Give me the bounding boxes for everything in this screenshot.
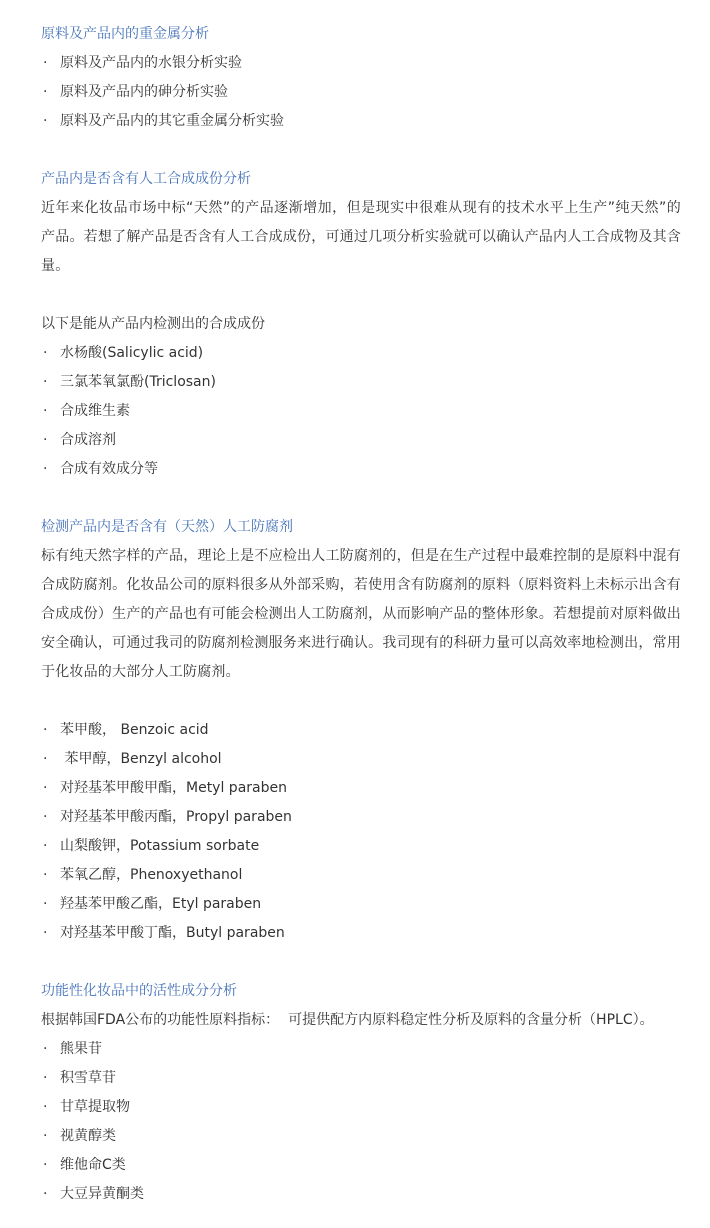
list-item: · 合成维生素 <box>41 397 681 426</box>
bullet-icon: · <box>43 1157 48 1173</box>
list-item: · 维他命C类 <box>41 1151 681 1180</box>
list-item: · 三氯苯氧氯酚(Triclosan) <box>41 368 681 397</box>
spacer <box>41 687 681 716</box>
list-item: · 原料及产品内的其它重金属分析实验 <box>41 107 681 136</box>
list-item: · 对羟基苯甲酸丁酯，Butyl paraben <box>41 919 681 948</box>
bullet-icon: · <box>43 1041 48 1057</box>
list-item: · 大豆异黄酮类 <box>41 1180 681 1209</box>
bullet-icon: · <box>43 1128 48 1144</box>
list-item: · 甘草提取物 <box>41 1093 681 1122</box>
list-item: · 合成溶剂 <box>41 426 681 455</box>
bullet-icon: · <box>43 780 48 796</box>
section-paragraph: 近年来化妆品市场中标“天然”的产品逐渐增加，但是现实中很难从现有的技术水平上生产”纯天然”的产品。若想了解产品是否含有人工合成成份，可通过几项分析实验就可以确认产品内人工合成物及其含量。 <box>41 200 681 274</box>
spacer <box>41 136 681 165</box>
bullet-icon: · <box>43 925 48 941</box>
list-item: · 原料及产品内的砷分析实验 <box>41 78 681 107</box>
section-title-heavy-metals: 原料及产品内的重金属分析 <box>41 26 209 42</box>
bullet-icon: · <box>43 867 48 883</box>
bullet-icon: · <box>43 896 48 912</box>
list-item: · 视黄醇类 <box>41 1122 681 1151</box>
bullet-icon: · <box>43 751 48 767</box>
bullet-icon: · <box>43 1099 48 1115</box>
bullet-icon: · <box>43 403 48 419</box>
article-content <box>41 20 681 1209</box>
list-item: · 合成有效成分等 <box>41 455 681 484</box>
list-item: · 山梨酸钾，Potassium sorbate <box>41 832 681 861</box>
bullet-icon: · <box>43 722 48 738</box>
spacer <box>41 484 681 513</box>
section-paragraph: 标有纯天然字样的产品，理论上是不应检出人工防腐剂的，但是在生产过程中最难控制的是原料中混有合成防腐剂。化妆品公司的原料很多从外部采购，若使用含有防腐剂的原料（原料资料上未标示出含有合成成份）生产的产品也有可能会检测出人工防腐剂，从而影响产品的整体形象。若想提前对原料做出安全确认，可通过我司的防腐剂检测服务来进行确认。我司现有的科研力量可以高效率地检测出，常用于化妆品的大部分人工防腐剂。 <box>41 548 681 680</box>
bullet-icon: · <box>43 374 48 390</box>
bullet-icon: · <box>43 432 48 448</box>
bullet-icon: · <box>43 1070 48 1086</box>
section-intro: 根据韩国FDA公布的功能性原料指标： 可提供配方内原料稳定性分析及原料的含量分析（HPLC）。 <box>41 1012 654 1028</box>
list-item: · 积雪草苷 <box>41 1064 681 1093</box>
bullet-icon: · <box>43 345 48 361</box>
list-intro: 以下是能从产品内检测出的合成成份 <box>41 316 265 332</box>
list-item: · 对羟基苯甲酸甲酯，Metyl paraben <box>41 774 681 803</box>
bullet-icon: · <box>43 1186 48 1202</box>
list-item: · 对羟基苯甲酸丙酯，Propyl paraben <box>41 803 681 832</box>
spacer <box>41 948 681 977</box>
list-item: · 苯甲醇，Benzyl alcohol <box>41 745 681 774</box>
list-item: · 羟基苯甲酸乙酯，Etyl paraben <box>41 890 681 919</box>
bullet-icon: · <box>43 84 48 100</box>
list-item: · 水杨酸(Salicylic acid) <box>41 339 681 368</box>
list-item: · 苯甲酸， Benzoic acid <box>41 716 681 745</box>
spacer <box>41 281 681 310</box>
bullet-icon: · <box>43 55 48 71</box>
section-title-active: 功能性化妆品中的活性成分分析 <box>41 983 237 999</box>
bullet-icon: · <box>43 809 48 825</box>
bullet-icon: · <box>43 838 48 854</box>
bullet-icon: · <box>43 461 48 477</box>
section-title-synthetic: 产品内是否含有人工合成成份分析 <box>41 171 251 187</box>
section-title-preservatives: 检测产品内是否含有（天然）人工防腐剂 <box>41 519 293 535</box>
bullet-icon: · <box>43 113 48 129</box>
list-item: · 苯氧乙醇，Phenoxyethanol <box>41 861 681 890</box>
list-item: · 原料及产品内的水银分析实验 <box>41 49 681 78</box>
list-item: · 熊果苷 <box>41 1035 681 1064</box>
